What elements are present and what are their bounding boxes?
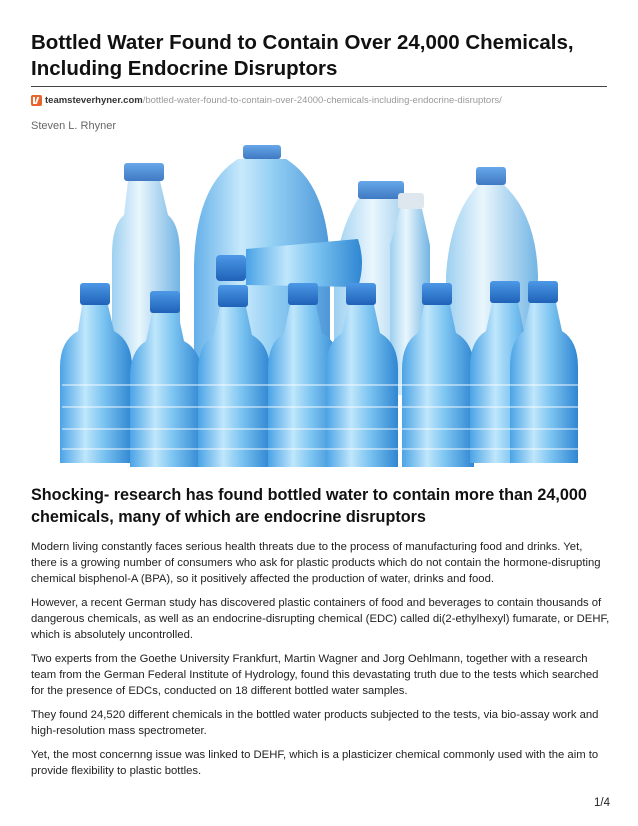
page-number: 1/4 (594, 797, 610, 809)
paragraph-3: Two experts from the Goethe University Frankfurt, Martin Wagner and Jorg Oehlmann, together with a research team from the German Federal Institute of Hydrology, found this devastating truth due to the tests which searched for the presence of EDCs, conducted on 18 different bottled water samples. (31, 653, 599, 697)
article-title: Bottled Water Found to Contain Over 24,000 Chemicals, Including Endocrine Disruptors (31, 31, 574, 80)
paragraph-5: Yet, the most concernng issue was linked to DEHF, which is a plasticizer chemical commonly used with the aim to provide flexibility to plastic bottles. (31, 749, 599, 777)
title-divider (31, 86, 607, 87)
paragraph-2: However, a recent German study has discovered plastic containers of food and beverages to contain thousands of dangerous chemicals, as well as an endocrine-disrupting chemical (EDC) called di(2-ethylhexyl) fumarate, or DEHF, which is absolutely uncontrolled. (31, 597, 610, 641)
source-path[interactable]: /bottled-water-found-to-contain-over-24000-chemicals-including-endocrine-disruptors/ (142, 94, 502, 106)
article-subheading: Shocking- research has found bottled water to contain more than 24,000 chemicals, many of which are endocrine disruptors (31, 486, 587, 526)
source-domain[interactable]: teamsteverhyner.com (45, 94, 143, 106)
site-logo-icon (31, 95, 42, 106)
bottled-water-photo (58, 145, 580, 467)
paragraph-4: They found 24,520 different chemicals in the bottled water products subjected to the tests, via bio-assay work and high-resolution mass spectrometer. (31, 709, 599, 737)
author-name: Steven L. Rhyner (31, 120, 116, 132)
paragraph-1: Modern living constantly faces serious health threats due to the process of manufacturing food and drinks. Yet, there is a growing number of consumers who ask for plastic products which do not contain the hormone-disrupting chemical bisphenol-A (BPA), so it positively affected the production of water, drinks and food. (31, 541, 601, 585)
source-line[interactable] (31, 93, 502, 107)
